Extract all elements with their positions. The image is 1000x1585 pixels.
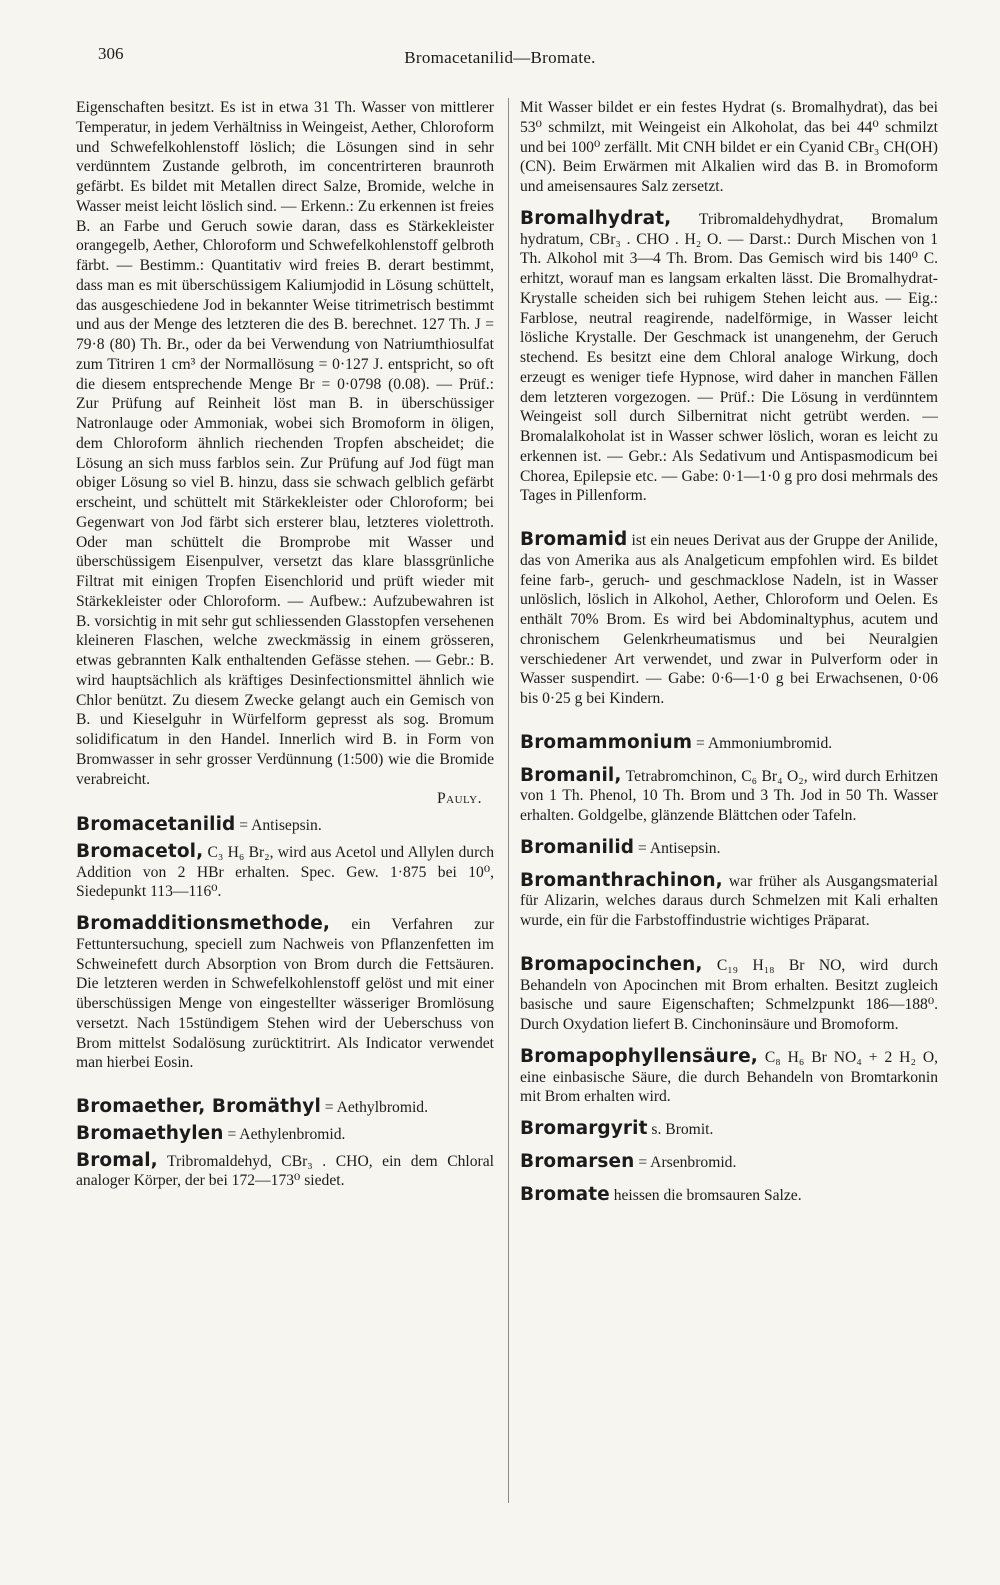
entry-headword: Bromapophyllensäure, bbox=[520, 1045, 758, 1067]
continuation-text: Mit Wasser bildet er ein festes Hydrat (s. Bromalhydrat), das bei 53⁰ schmilzt, mit Weingeist ein Alkoholat, das bei 44⁰ schmilzt und bei 100⁰ zerfällt. Mit CNH bildet er ein Cyanid CBr₃ CH(OH)(CN). Beim Erwärmen mit Alkalien wird das B. in Bromoform und ameisensaures Salz zersetzt. bbox=[520, 99, 938, 195]
entry-text: ist ein neues Derivat aus der Gruppe der Anilide, das von Amerika aus als Analgeticum empfohlen wird. Es bildet feine farb-, geruch- und geschmacklose Nadeln, ist in Wasser unlöslich, löslich in Alkohol, Aether, Chloroform und Oelen. Es enthält 70% Brom. Es wird bei Abdominaltyphus, acutem und chronischem Gelenkrheumatismus und bei Neuralgien verschiedener Art verwendet, und zwar in Pulverform oder in Wasser suspendirt. — Gabe: 0·6—1·0 g bei Erwachsenen, 0·06 bis 0·25 g bei Kindern. bbox=[520, 532, 938, 707]
entry-headword: Bromapocinchen, bbox=[520, 953, 703, 975]
dictionary-entry bbox=[76, 914, 494, 1073]
entry-text: war früher als Ausgangsmaterial für Alizarin, welches daraus durch Schmelzen mit Kali erhalten wurde, ein für die Farbstoffindustrie wichtiges Präparat. bbox=[520, 872, 938, 929]
dictionary-entry bbox=[520, 1152, 938, 1173]
entry-headword: Bromacetanilid bbox=[76, 814, 236, 835]
author-signature: Pauly. bbox=[436, 790, 482, 808]
entry-headword: Bromammonium bbox=[520, 731, 693, 753]
page-number: 306 bbox=[98, 44, 124, 63]
dictionary-entry bbox=[520, 838, 938, 859]
entry-headword: Bromanil, bbox=[520, 764, 622, 786]
entry-text: heissen die bromsauren Salze. bbox=[609, 1186, 802, 1204]
continuation-text: Eigenschaften besitzt. Es ist in etwa 31 Th. Wasser von mittlerer Temperatur, in jedem Verhältniss in Weingeist, Aether, Chloroform und Schwefelkohlenstoff löslich; die Lösungen sind in sehr verdünntem Zustande gelbroth, im concentrirteren braunroth gefärbt. Es bildet mit Metallen direct Salze, Bromide, welche in Wasser meist leicht löslich sind. — Erkenn.: Zu erkennen ist freies B. an Farbe und Geruch sowie daran, dass es Stärkekleister orangegelb, Aether, Chloroform und Schwefelkohlenstoff gelbroth färbt. — Bestimm.: Quantitativ wird freies B. derart bestimmt, dass man es mit überschüssigem Kaliumjodid in Lösung schüttelt, das ausgeschiedene Jod in bekannter Weise titrimetrisch bestimmt und aus der Menge des letzteren die des B. berechnet. 127 Th. J = 79·8 (80) Th. Br., oder da bei Verwendung von Natriumthiosulfat zum Titriren 1 cm³ der Normallösung = 0·127 J. entspricht, so oft die diesem entsprechende Menge Br = 0·0798 (0.08). — Prüf.: Zur Prüfung auf Reinheit löst man B. in überschüssiger Natronlauge oder Ammoniak, wobei sich Bromoform in öligen, dem Chloroform ähnlich riechenden Tropfen abscheidet; die Lösung an sich muss farblos sein. Zur Prüfung auf Jod fügt man obiger Lösung so viel B. hinzu, dass sie schwach gelblich gefärbt erscheint, und schüttelt mit Stärkekleister oder Chloroform; bei Gegenwart von Jod färbt sich ersterer blau, letzteres violettroth. Oder man schüttelt die Bromprobe mit Wasser und überschüssigem Eisenpulver, versetzt das klare blassgrünliche Filtrat mit einigen Tropfen Eisenchlorid und prüft wieder mit Stärkekleister oder Chloroform. — Aufbew.: Aufzubewahren ist B. vorsichtig in mit sehr gut schliessenden Glasstopfen versehenen kleineren Flaschen, welche zweckmässig in einem grösseren, etwas gebrannten Kalk enthaltenden Gefässe stehen. — Gebr.: B. wird hauptsächlich als kräftiges Desinfectionsmittel ähnlich wie Chlor benützt. Zu diesem Zwecke gelangt auch ein Gemisch von B. und Kieselguhr in Würfelform gepresst als sog. Bromum solidificatum in den Handel. Innerlich wird B. in Form von Bromwasser in sehr grosser Verdünnung (1:500) wie die Bromide verabreicht. bbox=[76, 99, 494, 788]
dictionary-entry bbox=[520, 1185, 938, 1206]
dictionary-entry bbox=[520, 766, 938, 826]
dictionary-entry bbox=[520, 209, 938, 506]
entry-headword: Bromaether, Bromäthyl bbox=[76, 1096, 321, 1117]
entry-text: = Antisepsin. bbox=[634, 839, 721, 857]
entry-text: C₁₉ H₁₈ Br NO, wird durch Behandeln von Apocinchen mit Brom erhalten. Besitzt zugleich basische und saure Eigenschaften; Schmelzpunkt 186—188⁰. Durch Oxydation liefert B. Cinchoninsäure und Bromoform. bbox=[520, 956, 938, 1033]
entry-headword: Bromarsen bbox=[520, 1150, 635, 1172]
dictionary-entry bbox=[520, 955, 938, 1035]
entry-headword: Bromargyrit bbox=[520, 1118, 648, 1139]
entry-headword: Bromal, bbox=[76, 1149, 158, 1171]
dictionary-entry bbox=[520, 871, 938, 931]
entry-text: Tetrabromchinon, C₆ Br₄ O₂, wird durch Erhitzen von 1 Th. Phenol, 10 Th. Brom und 3 Th. Jod in 50 Th. Wasser erhalten. Goldgelbe, glänzende Blättchen oder Tafeln. bbox=[520, 767, 938, 824]
dictionary-entry bbox=[76, 1151, 494, 1192]
entry-text: s. Bromit. bbox=[647, 1121, 714, 1138]
entry-headword: Bromamid bbox=[520, 529, 628, 550]
entry-headword: Bromaethylen bbox=[76, 1122, 224, 1144]
running-head: Bromacetanilid—Bromate. bbox=[404, 48, 596, 67]
entry-text: C₈ H₆ Br NO₄ + 2 H₂ O, eine einbasische Säure, die durch Behandeln von Bromtarkonin mit Brom erhalten wird. bbox=[520, 1048, 938, 1106]
dictionary-entry bbox=[76, 842, 494, 902]
entry-headword: Bromalhydrat, bbox=[520, 207, 672, 229]
dictionary-entry bbox=[520, 530, 938, 709]
right-entries bbox=[520, 209, 938, 1206]
dictionary-entry bbox=[520, 733, 938, 754]
entry-text: ein Verfahren zur Fettuntersuchung, speciell zum Nachweis von Pflanzenfetten im Schweinefett durch Absorption von Brom durch die Fettsäuren. Die letzteren werden in Schwefelkohlenstoff gelöst und mit einer überschüssigen Menge von eingestellter wässeriger Bromlösung versetzt. Nach 15stündigem Stehen wird der Ueberschuss von Brom mittelst Sodalösung zurücktitrirt. Als Indicator verwendet man hierbei Eosin. bbox=[76, 916, 494, 1072]
entry-text: C₃ H₆ Br₂, wird aus Acetol und Allylen durch Addition von 2 HBr erhalten. Spec. Gew. 1·875 bei 10⁰, Siedepunkt 113—116⁰. bbox=[76, 843, 494, 901]
entry-headword: Bromanilid bbox=[520, 836, 635, 858]
entry-headword: Bromacetol, bbox=[76, 840, 204, 862]
entry-text: = Antisepsin. bbox=[235, 817, 322, 834]
entry-headword: Bromate bbox=[520, 1183, 610, 1205]
entry-text: = Ammoniumbromid. bbox=[692, 734, 833, 752]
right-column bbox=[520, 98, 938, 1205]
dictionary-entry bbox=[76, 1124, 494, 1145]
dictionary-entry bbox=[76, 815, 494, 836]
entry-text: Tribromaldehydhydrat, Bromalum hydratum, CBr₃ . CHO . H₂ O. — Darst.: Durch Mischen von 1 Th. Alkohol mit 3—4 Th. Brom. Das Gemisch wird bis 140⁰ C. erhitzt, worauf man es langsam erkalten lässt. Die Bromalhydrat-Krystalle scheiden sich bei ruhigem Stehen leicht aus. — Eig.: Farblose, neutral reagirende, nadelförmige, in Wasser leicht lösliche Krystalle. Der Geschmack ist unangenehm, der Geruch stechend. Es besitzt eine dem Chloral analoge Wirkung, doch erzeugt es weniger tiefe Hypnose, wird daher in manchen Fällen dem letzteren vorgezogen. — Prüf.: Die Lösung in verdünntem Weingeist soll durch Silbernitrat nicht getrübt werden. — Bromalalkoholat ist in Wasser schwer löslich, woran es leicht zu erkennen ist. — Gebr.: Als Sedativum und Antispasmodicum bei Chorea, Epilepsie etc. — Gabe: 0·1—1·0 g pro dosi mehrmals des Tages in Pillenform. bbox=[520, 210, 938, 505]
entry-headword: Bromadditionsmethode, bbox=[76, 913, 331, 934]
entry-text: = Aethylenbromid. bbox=[223, 1125, 346, 1143]
dictionary-entry bbox=[520, 1119, 938, 1140]
column-divider bbox=[508, 98, 509, 1503]
entry-text: = Aethylbromid. bbox=[320, 1099, 429, 1116]
dictionary-entry bbox=[520, 1047, 938, 1107]
entry-headword: Bromanthrachinon, bbox=[520, 869, 723, 891]
dictionary-entry bbox=[76, 1097, 494, 1118]
left-entries bbox=[76, 815, 494, 1191]
left-column bbox=[76, 98, 494, 1191]
entry-text: Tribromaldehyd, CBr₃ . CHO, ein dem Chloral analoger Körper, der bei 172—173⁰ siedet. bbox=[76, 1152, 494, 1190]
entry-text: = Arsenbromid. bbox=[634, 1153, 737, 1171]
